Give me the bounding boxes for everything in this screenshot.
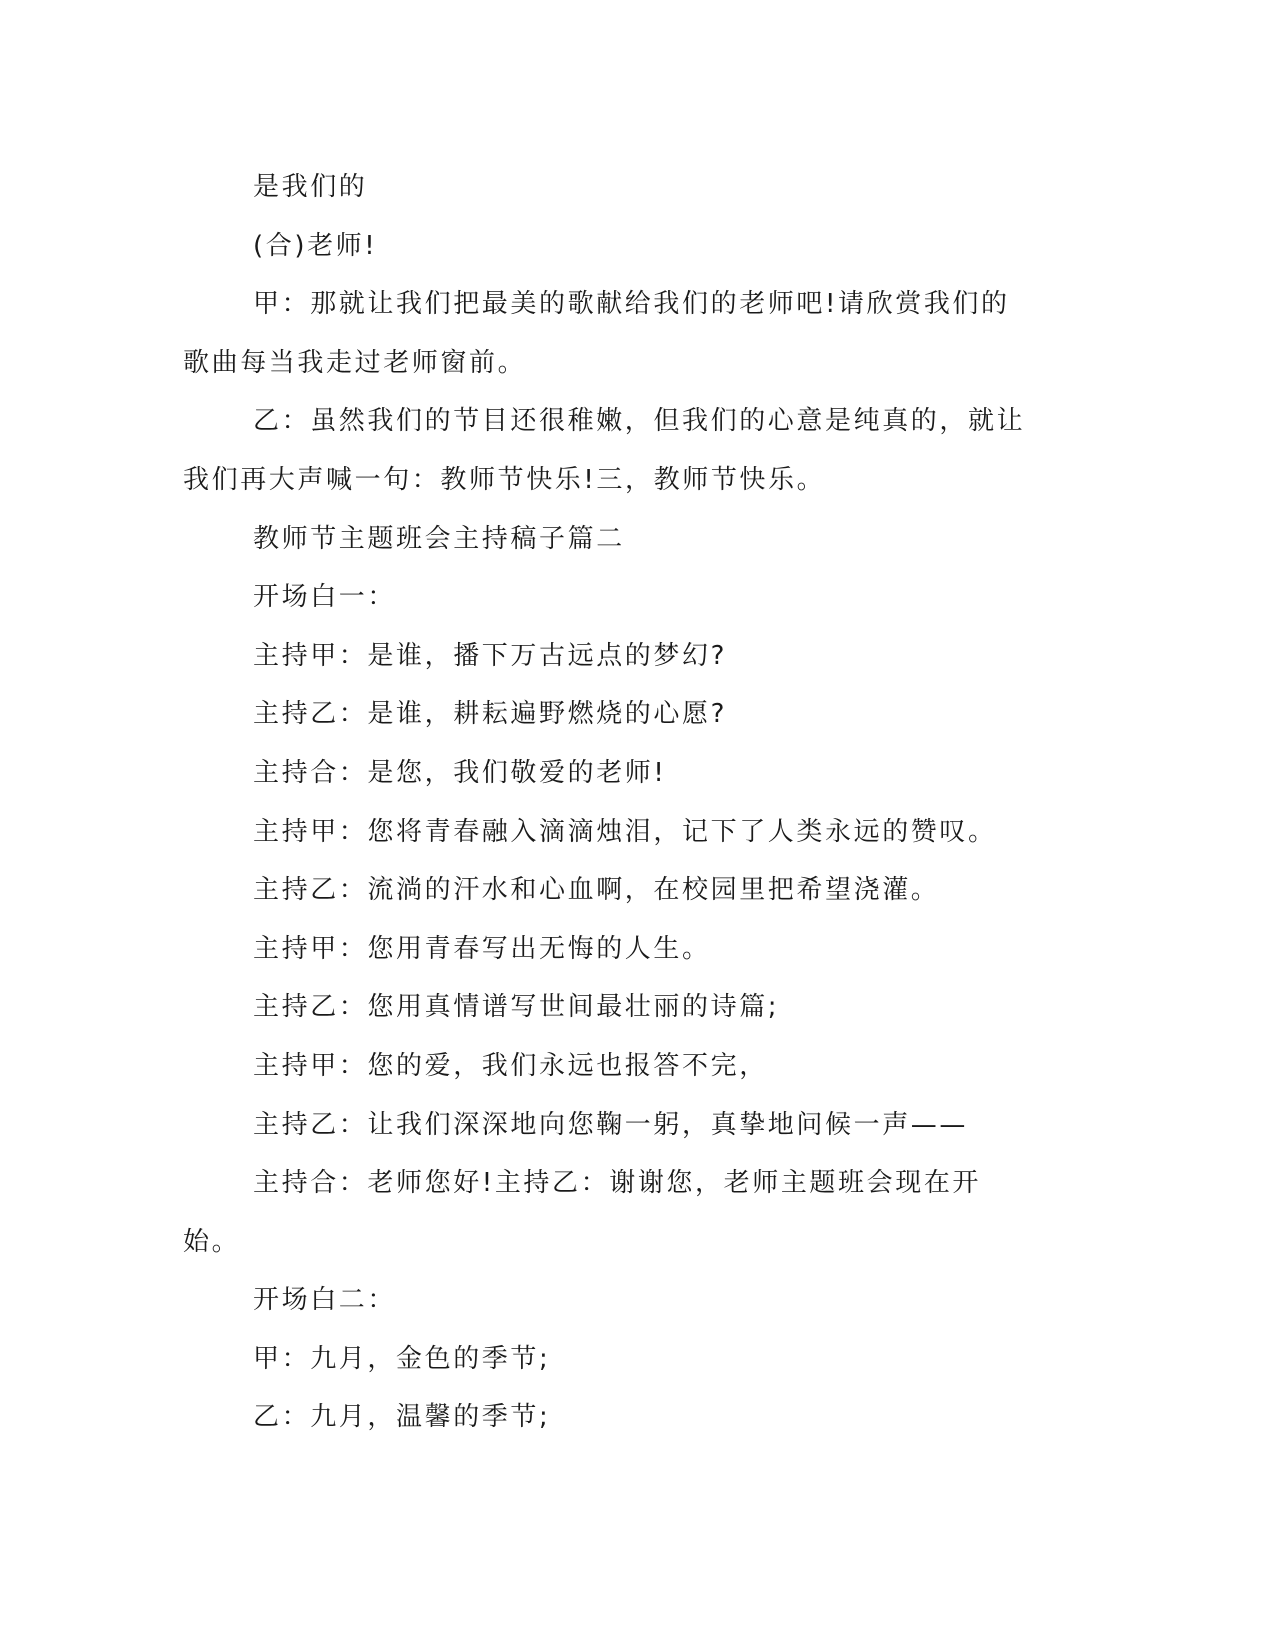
paragraph: 主持乙：流淌的汗水和心血啊，在校园里把希望浇灌。: [253, 875, 940, 906]
section-heading: 教师节主题班会主持稿子篇二: [253, 523, 625, 554]
paragraph: 主持合：老师您好!主持乙：谢谢您，老师主题班会现在开始。: [183, 1168, 982, 1257]
paragraph: 主持甲：是谁，播下万古远点的梦幻?: [253, 640, 728, 671]
paragraph: 甲：九月，金色的季节;: [253, 1343, 551, 1374]
paragraph: 乙：九月，温馨的季节;: [253, 1402, 551, 1433]
paragraph: 主持乙：让我们深深地向您鞠一躬，真挚地问候一声——: [253, 1109, 969, 1140]
paragraph: 主持甲：您用青春写出无悔的人生。: [253, 933, 711, 964]
paragraph: 开场白二：: [253, 1285, 397, 1316]
paragraph: 甲：那就让我们把最美的歌献给我们的老师吧!请欣赏我们的歌曲每当我走过老师窗前。: [183, 289, 1010, 378]
paragraph: 主持乙：您用真情谱写世间最壮丽的诗篇;: [253, 992, 780, 1023]
paragraph: 是我们的: [253, 172, 368, 202]
document-body: [183, 158, 1038, 1447]
paragraph: (合)老师!: [253, 230, 378, 261]
paragraph: 主持甲：您的爱，我们永远也报答不完，: [253, 1050, 768, 1081]
paragraph: 主持甲：您将青春融入滴滴烛泪，记下了人类永远的赞叹。: [253, 816, 997, 847]
paragraph: 乙：虽然我们的节目还很稚嫩，但我们的心意是纯真的，就让我们再大声喊一句：教师节快乐!三，教师节快乐。: [183, 406, 1026, 495]
paragraph: 开场白一：: [253, 582, 397, 613]
paragraph: 主持合：是您，我们敬爱的老师!: [253, 757, 667, 788]
paragraph: 主持乙：是谁，耕耘遍野燃烧的心愿?: [253, 699, 728, 730]
